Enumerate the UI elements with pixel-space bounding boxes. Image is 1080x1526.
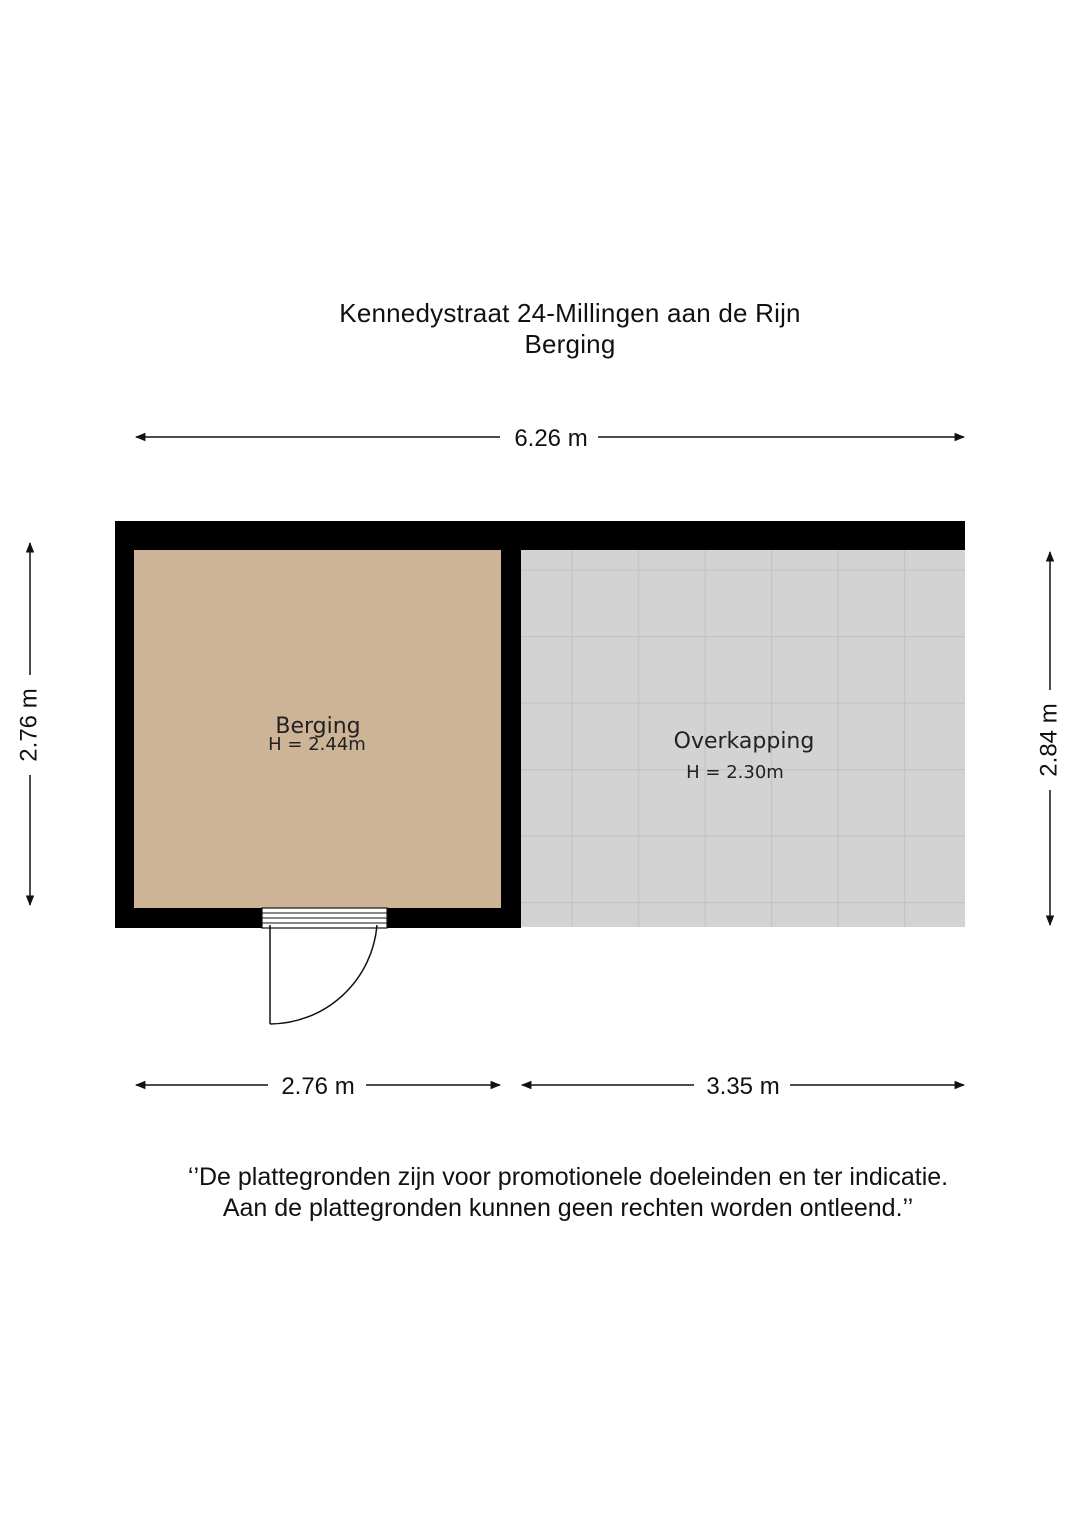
wall-left	[115, 521, 134, 928]
disclaimer-line-1: ‘’De plattegronden zijn voor promotionele doeleinden en ter indicatie.	[187, 1163, 949, 1191]
right-height-label: 2.84 m	[1035, 703, 1063, 777]
overkapping-width-label: 3.35 m	[706, 1073, 780, 1100]
berging-label: Berging	[275, 714, 361, 739]
dimension-left-height	[15, 543, 42, 905]
wall-bottom-right	[387, 908, 521, 928]
door-swing-arc	[270, 925, 377, 1024]
plan-address: Kennedystraat 24-Millingen aan de Rijn	[339, 298, 801, 328]
floor-name: Berging	[524, 329, 616, 359]
disclaimer-line-2: Aan de plattegronden kunnen geen rechten worden ontleend.’’	[222, 1194, 914, 1222]
overkapping-label: Overkapping	[673, 729, 815, 754]
dimension-overkapping-width	[522, 1073, 964, 1100]
wall-divider	[501, 521, 521, 928]
dimension-total-width	[136, 425, 964, 452]
left-height-label: 2.76 m	[15, 688, 43, 762]
dimension-berging-width	[136, 1073, 500, 1100]
berging-width-label: 2.76 m	[281, 1073, 355, 1100]
wall-bottom-left	[115, 908, 262, 928]
overkapping-height-label: H = 2.30m	[686, 762, 784, 783]
wall-top	[115, 521, 965, 550]
dimension-right-height	[1035, 552, 1062, 925]
door	[262, 908, 387, 1024]
berging-height-label: H = 2.44m	[268, 734, 366, 755]
total-width-label: 6.26 m	[514, 425, 588, 452]
